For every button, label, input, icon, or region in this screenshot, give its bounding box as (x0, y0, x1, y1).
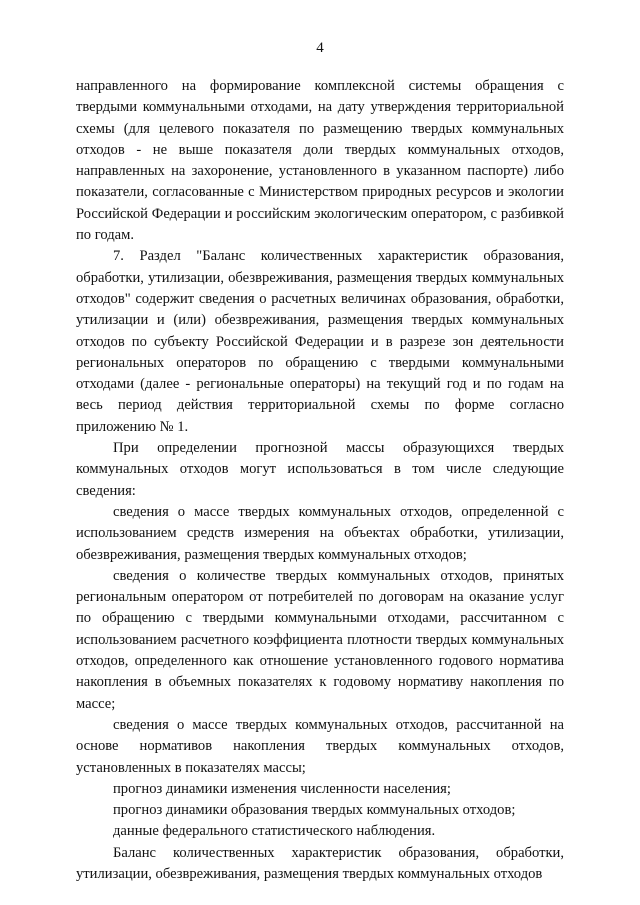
list-paragraph: прогноз динамики изменения численности населения; (113, 780, 451, 797)
page-number: 4 (316, 40, 324, 56)
paragraph: Баланс количественных характеристик образования, обработки, утилизации, обезвреживания, размещения твердых коммунальных отходов (76, 844, 564, 882)
list-paragraph: сведения о массе твердых коммунальных отходов, рассчитанной на основе нормативов накопления твердых коммунальных отходов, установленных в показателях массы; (76, 716, 564, 776)
document-body (76, 76, 564, 885)
paragraph: направленного на формирование комплексной системы обращения с твердыми коммунальными отходами, на дату утверждения территориальной схемы (для целевого показателя по размещению твердых коммунальных отходов - не выше показателя доли твердых коммунальных отходов, направленных на захоронение, установленного в указанном паспорте) либо показатели, согласованные с Министерством природных ресурсов и экологии Российской Федерации и российским экологическим оператором, с разбивкой по годам. (76, 78, 564, 244)
list-paragraph: сведения о массе твердых коммунальных отходов, определенной с использованием средств измерения на объектах обработки, утилизации, обезвреживания, размещения твердых коммунальных отходов; (76, 503, 564, 563)
list-paragraph: прогноз динамики образования твердых коммунальных отходов; (113, 802, 516, 819)
list-paragraph: сведения о количестве твердых коммунальных отходов, принятых региональным оператором от потребителей по договорам на оказание услуг по обращению с твердыми коммунальными отходами, рассчитанном с использованием расчетного коэффициента плотности твердых коммунальных отходов, определенного как отношение установленного годового норматива накопления в объемных показателях к годовому нормативу накопления по массе; (76, 567, 564, 712)
paragraph: При определении прогнозной массы образующихся твердых коммунальных отходов могут использоваться в том числе следующие сведения: (76, 440, 564, 499)
list-paragraph: данные федерального статистического наблюдения. (113, 823, 436, 840)
paragraph: 7. Раздел "Баланс количественных характеристик образования, обработки, утилизации, обезвреживания, размещения твердых коммунальных отходов" содержит сведения о расчетных величинах образования, обработки, утилизации и (или) обезвреживания, размещения твердых коммунальных отходов по субъекту Российской Федерации и в разрезе зон деятельности региональных операторов по обращению с твердыми коммунальными отходами (далее - региональные операторы) на текущий год и по годам на весь период действия территориальной схемы по форме согласно приложению № 1. (76, 248, 564, 435)
